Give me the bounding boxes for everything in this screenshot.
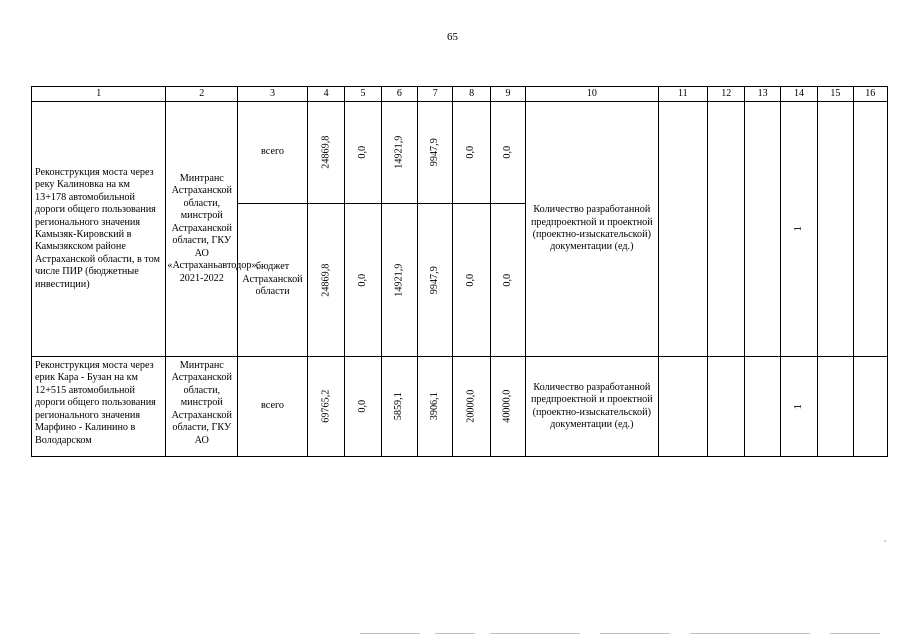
row1-b-source: бюджет Астраханской области (238, 204, 308, 357)
scan-speck (884, 540, 886, 542)
header-col-7: 7 (418, 87, 453, 102)
row1-b-col6-value: 14921,9 (393, 263, 405, 297)
row2-col8 (453, 357, 490, 457)
header-col-12: 12 (708, 87, 745, 102)
row1-executor: Минтранс Астраханской области, минстрой Астраханской области, ГКУ АО «Астраханьавтодор», 2021-2022 (166, 102, 238, 357)
header-col-5: 5 (345, 87, 381, 102)
row1-a-col6 (381, 102, 417, 204)
header-col-1: 1 (32, 87, 166, 102)
row2-source: всего (238, 357, 308, 457)
row2-col16 (853, 357, 887, 457)
row2-col7-value: 3906,1 (428, 392, 440, 421)
row2-col14-value: 1 (792, 403, 805, 410)
header-col-2: 2 (166, 87, 238, 102)
row1-b-col8 (453, 204, 490, 357)
row2-executor: Минтранс Астраханской области, минстрой Астраханской области, ГКУ АО (166, 357, 238, 457)
row1-col16 (853, 102, 887, 357)
row1-col14 (780, 102, 817, 357)
header-col-10: 10 (526, 87, 658, 102)
row1-a-col8-value: 0,0 (465, 146, 477, 159)
row1-b-col5 (345, 204, 381, 357)
header-col-15: 15 (818, 87, 853, 102)
row1-b-col6 (381, 204, 417, 357)
row1-a-col5 (345, 102, 381, 204)
header-col-16: 16 (853, 87, 887, 102)
header-col-11: 11 (658, 87, 708, 102)
header-col-14: 14 (780, 87, 817, 102)
row1-a-col7 (418, 102, 453, 204)
scan-bleed-marks (360, 633, 900, 635)
row2-col5-value: 0,0 (356, 400, 368, 413)
row1-col11 (658, 102, 708, 357)
header-col-13: 13 (745, 87, 780, 102)
row1-a-col4-value: 24869,8 (319, 135, 331, 170)
row1-indicator: Количество разработанной предпроектной и проектной (проектно-изыскательской) документации (ед.) (526, 102, 658, 357)
row1-b-col4-value: 24869,8 (319, 263, 331, 297)
row1-b-col5-value: 0,0 (356, 273, 368, 287)
row1-col14-value: 1 (792, 226, 805, 232)
row2-col4-value: 69765,2 (319, 389, 331, 424)
row2-col7 (418, 357, 453, 457)
header-col-6: 6 (381, 87, 417, 102)
header-col-3: 3 (238, 87, 308, 102)
row2-col12 (708, 357, 745, 457)
row1-col13 (745, 102, 780, 357)
row1-b-col9-value: 0,0 (501, 273, 513, 287)
row2-indicator: Количество разработанной предпроектной и проектной (проектно-изыскательской) документации (ед.) (526, 357, 658, 457)
row1-b-col9 (490, 204, 525, 357)
row1-a-col4 (307, 102, 344, 204)
row1-b-col7-value: 9947,9 (428, 265, 440, 295)
header-row (32, 87, 888, 102)
row2-col15 (818, 357, 853, 457)
row1-a-col8 (453, 102, 490, 204)
row2-col5 (345, 357, 381, 457)
row2-col6 (381, 357, 417, 457)
page-number: 65 (447, 31, 458, 43)
row2-col13 (745, 357, 780, 457)
row1-a-col7-value: 9947,9 (428, 138, 440, 167)
row2-col4 (307, 357, 344, 457)
header-col-4: 4 (307, 87, 344, 102)
row1-a-col9 (490, 102, 525, 204)
row1-a-source: всего (238, 102, 308, 204)
row1-col15 (818, 102, 853, 357)
row1-sub-a (32, 102, 888, 204)
row1-b-col7 (418, 204, 453, 357)
row1-description: Реконструкция моста через реку Калиновка на км 13+178 автомобильной дороги общего пользования регионального значения Камызяк-Кировский в Камызякском районе Астраханской области, в том числе ПИР (бюджетные инвестиции) (32, 102, 166, 357)
row1-a-col5-value: 0,0 (356, 146, 368, 159)
row2-description: Реконструкция моста через ерик Кара - Бузан на км 12+515 автомобильной дороги общего пользования регионального значения Марфино - Калинино в Володарском (32, 357, 166, 457)
row1-b-col8-value: 0,0 (465, 273, 477, 287)
row2-col6-value: 5859,1 (393, 392, 405, 421)
row2-col9-value: 40000,0 (501, 389, 513, 424)
row2-col9 (490, 357, 525, 457)
header-col-8: 8 (453, 87, 490, 102)
program-table (31, 86, 888, 457)
row1-a-col6-value: 14921,9 (393, 135, 405, 170)
row2 (32, 357, 888, 457)
row1-col12 (708, 102, 745, 357)
header-col-9: 9 (490, 87, 525, 102)
row2-col11 (658, 357, 708, 457)
row1-b-col4 (307, 204, 344, 357)
row1-a-col9-value: 0,0 (501, 146, 513, 159)
row2-col14 (780, 357, 817, 457)
row2-col8-value: 20000,0 (465, 389, 477, 424)
